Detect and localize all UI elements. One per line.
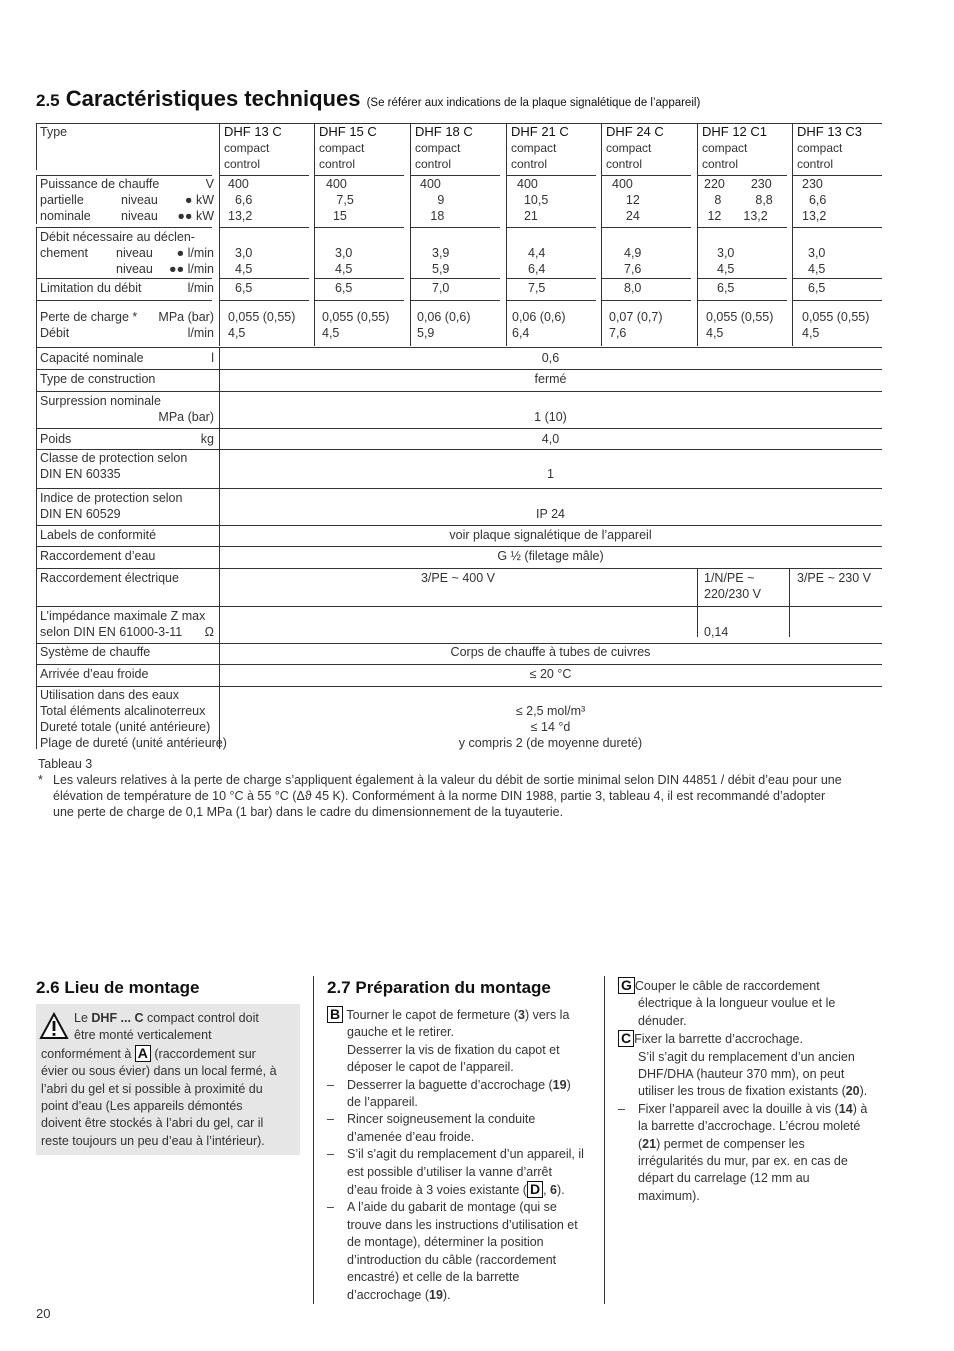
pressure-value: 1 (10) xyxy=(534,410,567,424)
power-col: 400 7,5 15 xyxy=(326,177,354,223)
flow-col: 4,9 7,6 xyxy=(624,246,642,276)
inlet-value: ≤ 20 °C xyxy=(529,667,572,681)
row-impedance: L’impédance maximale Z max selon DIN EN 61000-3-11 Ω xyxy=(40,609,214,639)
model-header: DHF 15 C compact control xyxy=(319,124,377,171)
elec-value-220: 1/N/PE ~ 220/230 V xyxy=(704,571,761,601)
water-value: G ½ (filetage mâle) xyxy=(497,549,604,563)
loss-col: 0,06 (0,6) 5,9 xyxy=(417,310,471,340)
flow-col: 3,0 4,5 xyxy=(808,246,826,276)
loss-col: 0,055 (0,55) 4,5 xyxy=(802,310,870,340)
model-header: DHF 12 C1 compact control xyxy=(702,124,768,171)
row-labels: Labels de conformité xyxy=(40,528,157,542)
row-water: Raccordement d’eau xyxy=(40,549,156,563)
section-2-7-continued: G Couper le câble de raccordement électrique à la longueur voulue et le dénuder. C Fixer la barrette d’accrochage. S’il s’agit du remplacement d’un ancien DHF/DHA (hauteur 370 mm), on peut utiliser les trous de fixation existants (20). – Fixer l’appareil avec la douille à vis (14) à la barrette d’accrochage. L’écrou moleté (21) permet de compenser les irrégularités du mur, par ex. en cas de départ du carrelage (12 mm au maximum). xyxy=(618,977,888,1205)
power-col: 220 230 8 8,8 12 13,2 xyxy=(704,177,773,223)
row-power-label: Puissance de chauffe V partielle niveau ● kW nominale niveau ●● kW xyxy=(40,177,214,223)
row-heating: Système de chauffe xyxy=(40,645,151,659)
loss-col: 0,055 (0,55) 4,5 xyxy=(228,310,296,340)
construction-value: fermé xyxy=(534,372,567,386)
section-2-7-title: 2.7 Préparation du montage xyxy=(327,978,551,997)
limit-value: 7,0 xyxy=(432,281,450,295)
limit-value: 6,5 xyxy=(808,281,826,295)
row-use: Utilisation dans des eaux Total éléments alcalinoterreux Dureté totale (unité antérieure) Plage de dureté (unité antérieure) xyxy=(40,688,227,750)
row-inlet: Arrivée d’eau froide xyxy=(40,667,149,681)
row-loss-label: Perte de charge * MPa (bar) Débit l/min xyxy=(40,310,214,340)
row-flow-label: Débit nécessaire au déclen- chement niveau ● l/min niveau ●● l/min xyxy=(40,230,214,276)
flow-col: 3,0 4,5 xyxy=(717,246,735,276)
ip-value: IP 24 xyxy=(536,507,565,521)
model-header: DHF 24 C compact control xyxy=(606,124,664,171)
flow-col: 3,0 4,5 xyxy=(335,246,353,276)
header-type: Type xyxy=(40,125,68,139)
page-number: 20 xyxy=(36,1306,51,1321)
loss-col: 0,07 (0,7) 7,6 xyxy=(609,310,663,340)
row-protclass: Classe de protection selon DIN EN 60335 xyxy=(40,451,188,481)
power-col: 400 9 18 xyxy=(420,177,445,223)
model-header: DHF 13 C3 compact control xyxy=(797,124,863,171)
heating-value: Corps de chauffe à tubes de cuivres xyxy=(450,645,651,659)
row-limit-label: Limitation du débit l/min xyxy=(40,281,214,295)
section-title: 2.5 Caractéristiques techniques (Se référer aux indications de la plaque signalétique de l’appareil) xyxy=(36,86,701,111)
elec-value-230: 3/PE ~ 230 V xyxy=(797,571,872,585)
model-header: DHF 21 C compact control xyxy=(511,124,569,171)
power-col: 400 6,6 13,2 xyxy=(228,177,253,223)
row-ip: Indice de protection selon DIN EN 60529 xyxy=(40,491,183,521)
section-2-7-text: B Tourner le capot de fermeture (3) vers la gauche et le retirer. Desserrer la vis de fixation du capot et déposer le capot de l’appareil. – Desserrer la baguette d’accrochage (19) de l’appareil. – Rincer soigneusement la conduite d’amenée d’eau froide. – S’il s’agit du remplacement d’un appareil, il est possible d’utiliser la vanne d’arrêt d’eau froide à 3 voies existante ( D , 6). – A l’aide du gabarit de montage (qui se trouve dans les instructions d’utilisation et de montage), déterminer la position d’introduction du câble (raccordement encastré) et celle de la barrette d’accrochage (19). xyxy=(327,1006,597,1304)
row-construction: Type de construction xyxy=(40,372,156,386)
row-elec: Raccordement électrique xyxy=(40,571,179,585)
title-text: Caractéristiques techniques xyxy=(65,86,361,111)
table-caption: Tableau 3 xyxy=(38,757,93,771)
figure-ref-a: A xyxy=(135,1045,151,1062)
limit-value: 6,5 xyxy=(335,281,353,295)
limit-value: 6,5 xyxy=(235,281,253,295)
use-values: ≤ 2,5 mol/m³ ≤ 14 °d y compris 2 (de moyenne dureté) xyxy=(458,704,643,750)
power-col: 400 12 24 xyxy=(612,177,640,223)
footnote-mark: * xyxy=(38,773,43,787)
row-capacity: Capacité nominale l xyxy=(40,351,214,365)
capacity-value: 0,6 xyxy=(541,351,560,365)
limit-value: 7,5 xyxy=(528,281,546,295)
row-pressure: Surpression nominale MPa (bar) xyxy=(40,394,214,424)
warning-text: Le DHF ... C compact control doit être monté verticalement conformément à A (raccordement sur évier ou sous évier) dans un local fermé, à l’abri du gel et si possible à proximité du point d’eau (Les appareils démontés doivent être stockés à l’abri du gel, car il reste toujours un peu d’eau à l’intérieur). xyxy=(41,1011,277,1148)
flow-col: 4,4 6,4 xyxy=(528,246,546,276)
power-col: 230 6,6 13,2 xyxy=(802,177,827,223)
row-weight: Poids kg xyxy=(40,432,214,446)
weight-value: 4,0 xyxy=(541,432,560,446)
loss-col: 0,055 (0,55) 4,5 xyxy=(706,310,774,340)
figure-ref-d: D xyxy=(527,1181,543,1198)
footnote: Les valeurs relatives à la perte de charge s’appliquent également à la valeur du débit de sortie minimal selon DIN 44851 / débit d’eau pour une élévation de température de 10 °C à 55 °C (Δϑ 45 K). Conformément à la norme DIN 1988, partie 3, tableau 4, il est recommandé d’adopter une perte de charge de 0,1 MPa (1 bar) dans le cadre du dimensionnement de la tuyauterie. xyxy=(53,773,842,819)
loss-col: 0,055 (0,55) 4,5 xyxy=(322,310,390,340)
figure-ref-g: G xyxy=(618,977,635,994)
flow-col: 3,0 4,5 xyxy=(235,246,253,276)
impedance-value: 0,14 xyxy=(704,625,729,639)
section-2-6-title: 2.6 Lieu de montage xyxy=(36,978,200,997)
elec-value-400: 3/PE ~ 400 V xyxy=(420,571,495,585)
title-subtitle: (Se référer aux indications de la plaque signalétique de l’appareil) xyxy=(366,97,701,109)
limit-value: 6,5 xyxy=(717,281,735,295)
limit-value: 8,0 xyxy=(624,281,642,295)
protclass-value: 1 xyxy=(547,467,554,481)
model-header: DHF 18 C compact control xyxy=(415,124,473,171)
power-col: 400 10,5 21 xyxy=(517,177,549,223)
figure-ref-b: B xyxy=(327,1006,343,1023)
model-header: DHF 13 C compact control xyxy=(224,124,282,171)
loss-col: 0,06 (0,6) 6,4 xyxy=(512,310,566,340)
figure-ref-c: C xyxy=(618,1030,634,1047)
labels-value: voir plaque signalétique de l’appareil xyxy=(449,528,652,542)
flow-col: 3,9 5,9 xyxy=(432,246,450,276)
